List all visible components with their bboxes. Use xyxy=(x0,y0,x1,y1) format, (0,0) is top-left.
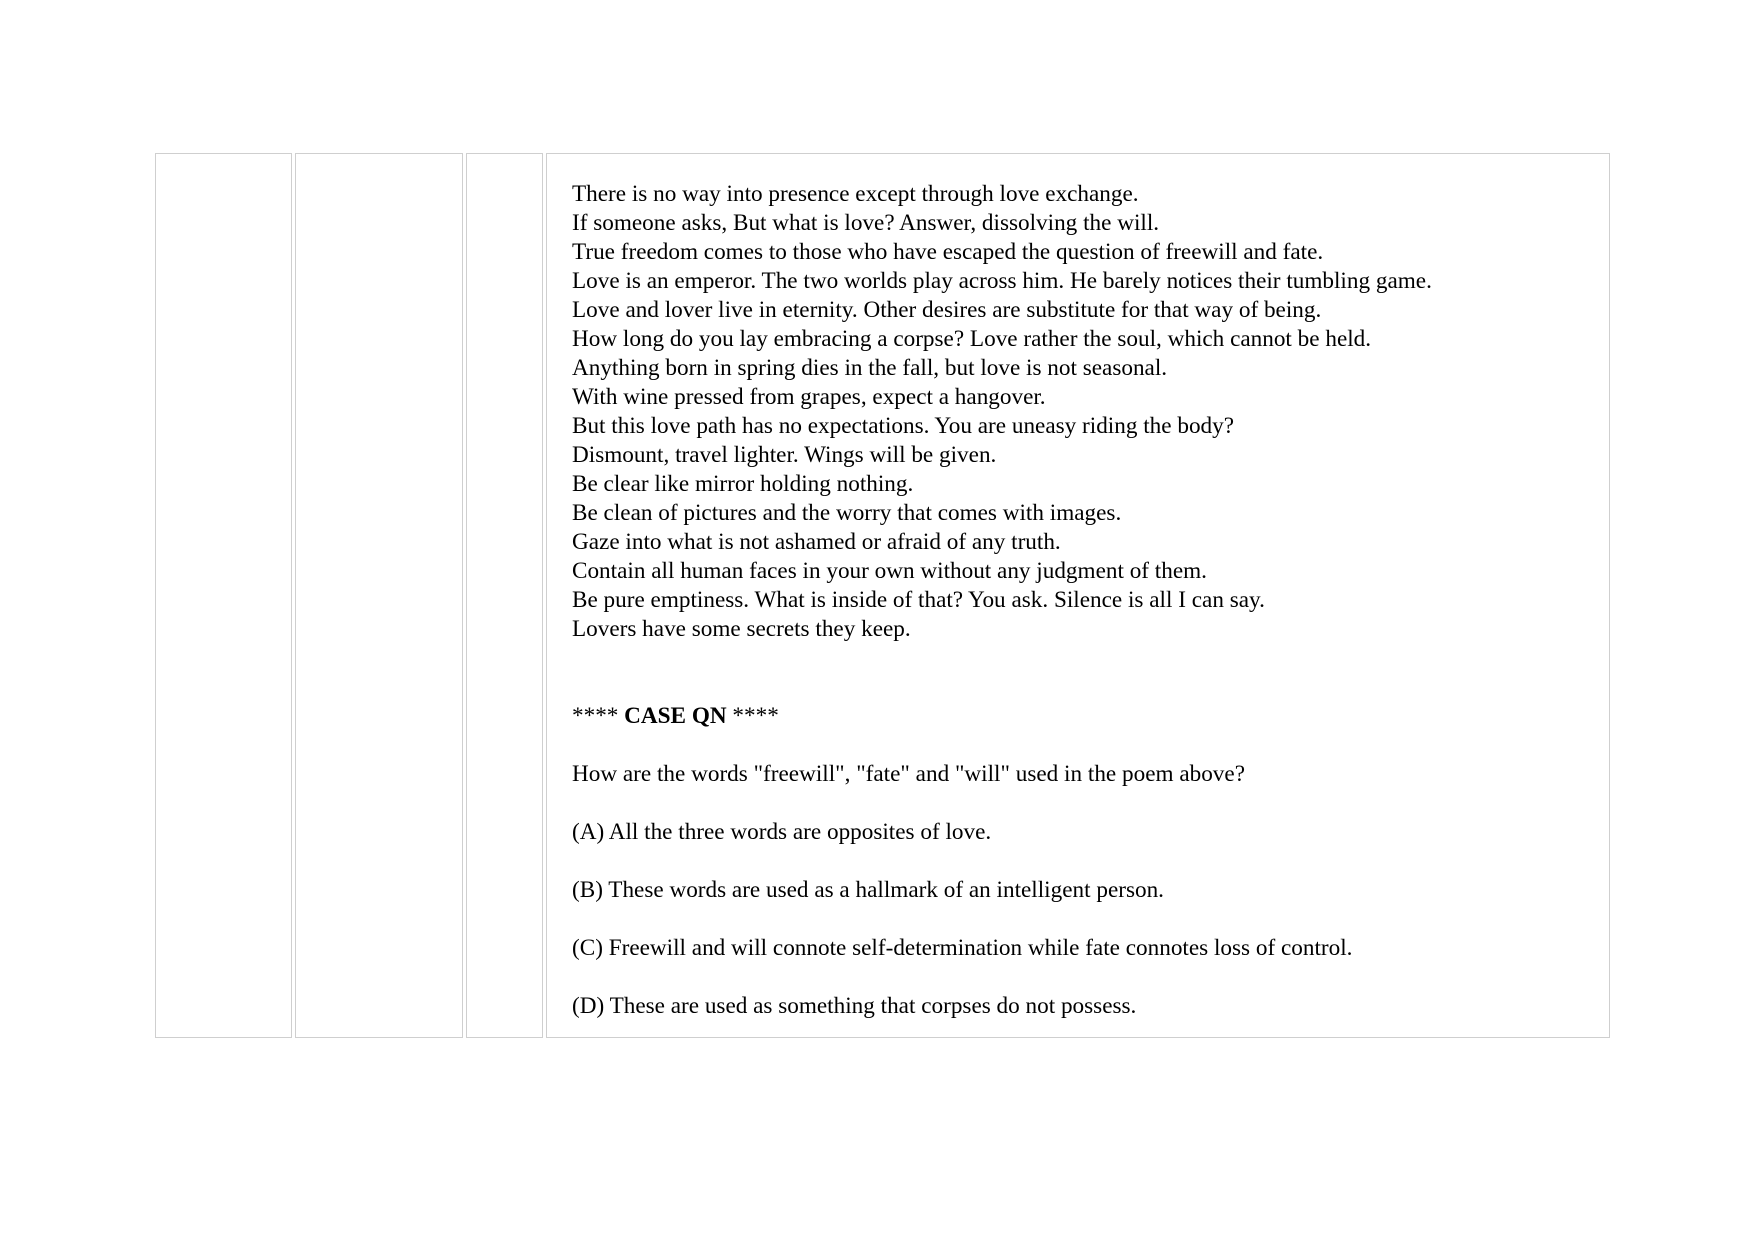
poem-line: Be clear like mirror holding nothing. xyxy=(572,471,914,497)
poem-line: But this love path has no expectations. You are uneasy riding the body? xyxy=(572,413,1235,439)
option-d: (D) These are used as something that corpses do not possess. xyxy=(572,993,1137,1019)
poem-line: Anything born in spring dies in the fall, but love is not seasonal. xyxy=(572,355,1168,381)
poem-line: Dismount, travel lighter. Wings will be given. xyxy=(572,442,997,468)
poem-line: Be clean of pictures and the worry that comes with images. xyxy=(572,500,1122,526)
option-b: (B) These words are used as a hallmark of an intelligent person. xyxy=(572,877,1164,903)
case-heading-stars-right: **** xyxy=(732,703,779,729)
case-heading-stars-left: **** xyxy=(572,703,619,729)
poem-line: Love is an emperor. The two worlds play across him. He barely notices their tumbling game. xyxy=(572,268,1432,294)
empty-table-cell-1 xyxy=(155,153,292,1038)
option-c: (C) Freewill and will connote self-determination while fate connotes loss of control. xyxy=(572,935,1353,961)
question-content-cell xyxy=(546,153,1610,1038)
poem-line: How long do you lay embracing a corpse? Love rather the soul, which cannot be held. xyxy=(572,326,1372,352)
poem-line: With wine pressed from grapes, expect a hangover. xyxy=(572,384,1046,410)
question-text: How are the words "freewill", "fate" and "will" used in the poem above? xyxy=(572,761,1245,787)
case-heading xyxy=(572,702,1589,731)
empty-table-cell-3 xyxy=(466,153,543,1038)
poem-line: Contain all human faces in your own without any judgment of them. xyxy=(572,558,1207,584)
case-heading-title: CASE QN xyxy=(624,703,727,729)
poem-line: Gaze into what is not ashamed or afraid of any truth. xyxy=(572,529,1061,555)
poem-line: True freedom comes to those who have escaped the question of freewill and fate. xyxy=(572,239,1324,265)
poem-line: Lovers have some secrets they keep. xyxy=(572,616,911,642)
poem-line: Be pure emptiness. What is inside of that? You ask. Silence is all I can say. xyxy=(572,587,1265,613)
poem-line: There is no way into presence except through love exchange. xyxy=(572,181,1139,207)
option-a: (A) All the three words are opposites of love. xyxy=(572,819,992,845)
poem-block xyxy=(572,180,1589,644)
question-content xyxy=(572,180,1589,1021)
empty-table-cell-2 xyxy=(295,153,463,1038)
poem-line: If someone asks, But what is love? Answer, dissolving the will. xyxy=(572,210,1160,236)
poem-line: Love and lover live in eternity. Other desires are substitute for that way of being. xyxy=(572,297,1322,323)
